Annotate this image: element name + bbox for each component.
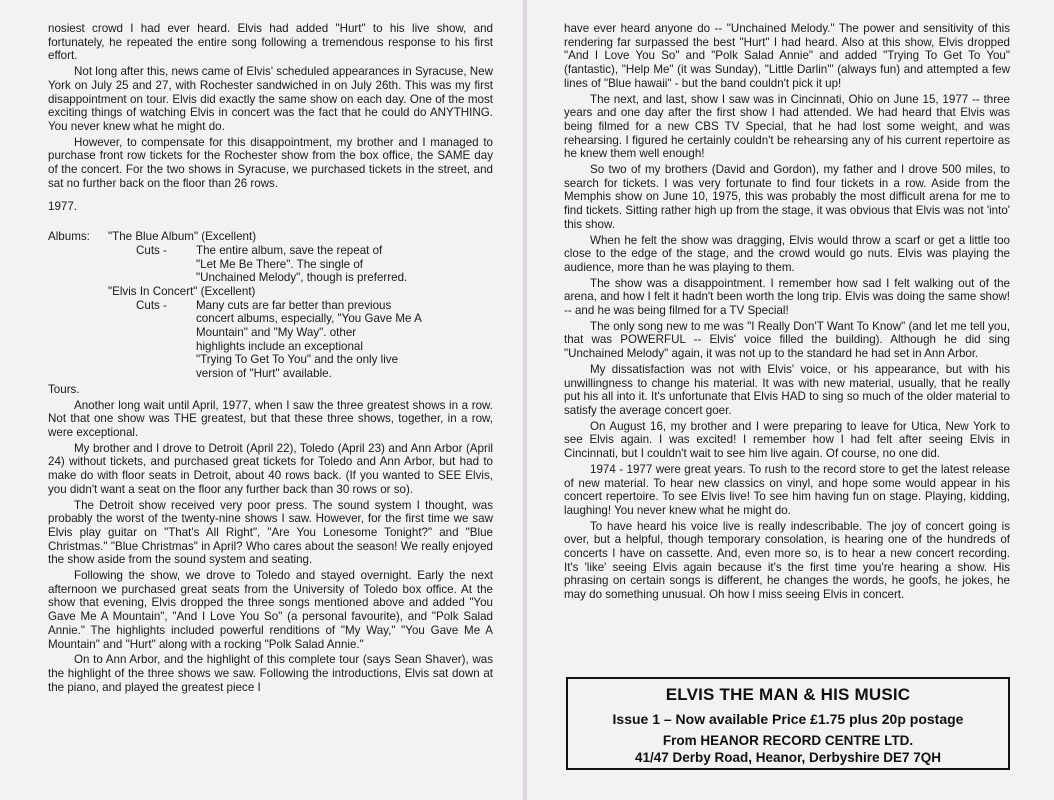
- cuts-label: Cuts -: [136, 243, 167, 257]
- paragraph: However, to compensate for this disappointment, my brother and I managed to purchase front row tickets for the Rochester show from the box office, the SAME day of the concert. For the two shows in Syracuse, we purchased tickets in the street, and sat no further back on the floor than 26 rows.: [48, 135, 493, 190]
- paragraph: Another long wait until April, 1977, when I saw the three greatest shows in a row. Not that one show was THE greatest, but that these three shows, together, in a row, were exceptional.: [48, 398, 493, 439]
- cuts-line: version of "Hurt" available.: [196, 367, 332, 381]
- ad-title: ELVIS THE MAN & HIS MUSIC: [665, 685, 911, 704]
- cuts-line: "Let Me Be There". The single of: [196, 257, 363, 271]
- paragraph: The Detroit show received very poor press. The sound system I thought, was probably the worst of the twenty-nine shows I saw. However, for the first time we saw Elvis play guitar on "That's All Right", "Are You Lonesome Tonight?" and "Blue Christmas." "Blue Christmas" in April? Who cares about the season! We really enjoyed the show aside from the sound system and seating.: [48, 498, 493, 567]
- paragraph: On August 16, my brother and I were preparing to leave for Utica, New York to see Elvis again. I was excited! I remember how I had felt after seeing Elvis in Cincinnati, but I couldn't wait to see him live again. Of course, no one did.: [564, 419, 1010, 461]
- cuts-line: concert albums, especially, "You Gave Me A: [196, 312, 422, 326]
- cuts-line: The entire album, save the repeat of: [196, 243, 383, 257]
- ad-issue-price: Issue 1 – Now available Price £1.75 plus 20p postage: [612, 711, 964, 727]
- cuts-line: highlights include an exceptional: [196, 339, 363, 353]
- paragraph: Following the show, we drove to Toledo and stayed overnight. Early the next afternoon we purchased great seats from the University of Toledo box office. At the show that evening, Elvis dropped the three songs mentioned above and added "You Gave Me A Mountain", "And I Love You So" (a personal favourite), and "Polk Salad Annie." The highlights included powerful renditions of "My Way," "You Gave Me A Mountain" and "Hurt" along with a rocking "Polk Salad Annie.": [48, 569, 493, 651]
- paragraph: have ever heard anyone do -- "Unchained Melody." The power and sensitivity of this rendering far surpassed the best "Hurt" I had heard. Also at this show, Elvis dropped "And I Love You So" and "Polk Salad Annie" and added "Trying To Get To You" (fantastic), "Help Me" (it was Sunday), "Little Darlin'" (always fun) and attempted a few lines of "Blue hawaii" - but the band couldn't pick it up!: [564, 22, 1010, 90]
- cuts-line: "Unchained Melody", though is preferred.: [196, 271, 408, 285]
- tours-heading: Tours.: [48, 382, 80, 396]
- paragraph: The show was a disappointment. I remember how sad I felt walking out of the arena, and how I felt it hadn't been worth the long trip. Elvis was doing the same show! -- and he was being filmed for a TV Special!: [564, 276, 1010, 318]
- paragraph: The only song new to me was "I Really Don'T Want To Know" (and let me tell you, that was POWERFUL -- Elvis' voice filled the building). Although he did sing "Unchained Melody" again, it was not up to the standard he had set in Ann Arbor.: [564, 319, 1010, 361]
- paragraph: My brother and I drove to Detroit (April 22), Toledo (April 23) and Ann Arbor (April 24) without tickets, and purchased great tickets for Toledo and Ann Arbor, but had to make do with floor seats in Detroit, about 40 rows back. (If you wanted to SEE Elvis, you didn't want a seat on the floor any further back than 30 rows or so).: [48, 441, 493, 496]
- albums-list: [48, 230, 493, 381]
- cuts-line: Mountain" and "My Way". other: [196, 326, 357, 340]
- album-title: "The Blue Album" (Excellent): [108, 230, 257, 244]
- ad-from: From HEANOR RECORD CENTRE LTD.: [662, 733, 914, 748]
- left-column: [48, 22, 493, 696]
- ad-address: 41/47 Derby Road, Heanor, Derbyshire DE7 7QH: [634, 750, 942, 765]
- right-column: [564, 22, 1010, 604]
- album-title: "Elvis In Concert" (Excellent): [108, 284, 256, 298]
- left-page: [0, 0, 523, 800]
- cuts-line: Many cuts are far better than previous: [196, 298, 392, 312]
- paragraph: My dissatisfaction was not with Elvis' voice, or his appearance, but with his unwillingness to change his material. It was with new material, usually, that he really put his all into it. It's unfortunate that Elvis HAD to sing so much of the older material to satisfy the average concert goer.: [564, 362, 1010, 417]
- paragraph: When he felt the show was dragging, Elvis would throw a scarf or get a little too close to the edge of the stage, and the crowd would go nuts. Elvis was playing the audience, more than he was playing to them.: [564, 233, 1010, 274]
- advertisement-box: [566, 677, 1010, 770]
- paragraph: On to Ann Arbor, and the highlight of this complete tour (says Sean Shaver), was the highlight of the three shows we saw. Following the introductions, Elvis sat down at the piano, and played the greatest piece I: [48, 653, 493, 694]
- paragraph: To have heard his voice live is really indescribable. The joy of concert going is over, but a helpful, though temporary consolation, is hearing one of the hundreds of concerts I have on cassette. And, even more so, is to hear a new concert recording. It's 'like' seeing Elvis again because it's the first time you're hearing a show. His phrasing on certain songs is different, he changes the words, he goofs, he jokes, he may do something unusual. Oh how I miss seeing Elvis in concert.: [564, 519, 1010, 602]
- albums-label: Albums:: [48, 230, 90, 244]
- paragraph: So two of my brothers (David and Gordon), my father and I drove 500 miles, to search for tickets. I was very fortunate to find four tickets in a row. Aside from the Memphis show on June 10, 1975, this was probably the most difficult arena for me to find tickets. Sitting rather high up from the stage, it was obvious that Elvis was not 'into' this show.: [564, 163, 1010, 231]
- year-heading: 1977.: [48, 200, 78, 214]
- paragraph: Not long after this, news came of Elvis' scheduled appearances in Syracuse, New York on July 25 and 27, with Rochester sandwiched in on July 26th. This was my first disappointment on tour. Elvis did exactly the same show on each day. One of the most exciting things of watching Elvis in concert was the fact that he could do ANYTHING. You never knew what he might do.: [48, 65, 493, 133]
- paragraph: nosiest crowd I had ever heard. Elvis had added "Hurt" to his live show, and fortunately, he repeated the entire song following a tremendous response to his first effort.: [48, 22, 493, 63]
- cuts-line: "Trying To Get To You" and the only live: [196, 353, 399, 367]
- paragraph: 1974 - 1977 were great years. To rush to the record store to get the latest release of new material. To hear new classics on vinyl, and hope some would appear in his concert repertoire. To see Elvis live! To see him having fun on stage. Playing, kidding, laughing! You never knew what he might do.: [564, 462, 1010, 517]
- cuts-label: Cuts -: [136, 298, 167, 312]
- paragraph: The next, and last, show I saw was in Cincinnati, Ohio on June 15, 1977 -- three years and one day after the first show I had attended. We had heard that Elvis was being filmed for a new CBS TV Special, that he had lost some weight, and was rehearsing. I figured he certainly couldn't be rehearsing any of his current repertoire as he knew them well enough!: [564, 92, 1010, 161]
